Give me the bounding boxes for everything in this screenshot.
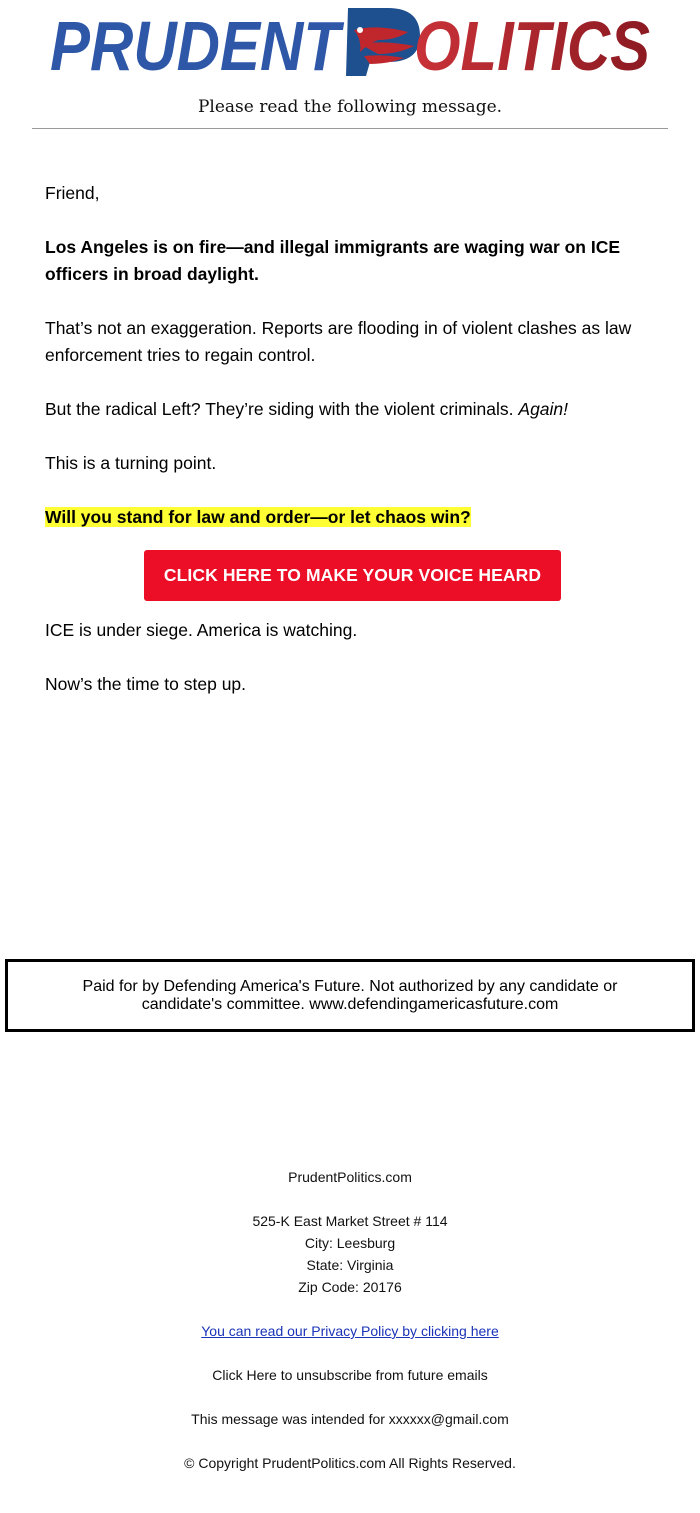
- question: [45, 504, 660, 531]
- paid-for-disclaimer: [5, 959, 695, 1032]
- footer-zip: Zip Code: 20176: [298, 1279, 402, 1295]
- paragraph-5: Now’s the time to step up.: [45, 674, 247, 694]
- footer-spacer: [0, 1342, 700, 1364]
- paragraph-2: [45, 396, 660, 423]
- headline: Los Angeles is on fire—and illegal immigrants are waging war on ICE officers in broad daylight.: [45, 237, 621, 284]
- paragraph-2-text: But the radical Left? They’re siding with the violent criminals.: [45, 399, 519, 419]
- greeting: Friend,: [45, 183, 100, 203]
- intended-recipient: This message was intended for xxxxxx@gmail.com: [191, 1411, 509, 1427]
- footer-spacer: [0, 1188, 700, 1210]
- paragraph-2-emphasis: Again!: [518, 399, 569, 419]
- copyright: © Copyright PrudentPolitics.com All Rights Reserved.: [184, 1455, 516, 1471]
- footer-site: PrudentPolitics.com: [288, 1169, 412, 1185]
- email-footer: [0, 1166, 700, 1474]
- footer-spacer: [0, 1430, 700, 1452]
- unsubscribe-link[interactable]: Click Here to unsubscribe from future emails: [212, 1367, 488, 1383]
- footer-spacer: [0, 1386, 700, 1408]
- highlighted-question: Will you stand for law and order—or let chaos win?: [45, 507, 471, 527]
- logo-p-eagle-icon: [346, 8, 420, 76]
- prudent-politics-logo[interactable]: [48, 0, 652, 85]
- disclaimer-text: Paid for by Defending America's Future. Not authorized by any candidate or candidate's committee. www.defendingamericasfuture.com: [82, 977, 618, 1013]
- paragraph-4: ICE is under siege. America is watching.: [45, 620, 358, 640]
- footer-city: City: Leesburg: [304, 1235, 396, 1251]
- privacy-policy-link[interactable]: You can read our Privacy Policy by clicking here: [201, 1323, 499, 1339]
- footer-spacer: [0, 1298, 700, 1320]
- header-divider: [32, 128, 668, 129]
- make-voice-heard-button[interactable]: CLICK HERE TO MAKE YOUR VOICE HEARD: [144, 550, 561, 601]
- cta-container: [45, 550, 660, 601]
- footer-street: 525-K East Market Street # 114: [252, 1213, 448, 1229]
- logo-text-olitics: OLITICS: [414, 7, 650, 85]
- read-message-notice: Please read the following message.: [197, 97, 503, 117]
- footer-state: State: Virginia: [306, 1257, 394, 1273]
- logo-text-prudent: PRUDENT: [50, 7, 345, 85]
- paragraph-3: This is a turning point.: [45, 453, 217, 473]
- privacy-row: [0, 1320, 700, 1342]
- email-header: [0, 0, 700, 130]
- paragraph-1: That’s not an exaggeration. Reports are flooding in of violent clashes as law enforcement tries to regain control.: [45, 318, 632, 365]
- message-body: [45, 180, 660, 725]
